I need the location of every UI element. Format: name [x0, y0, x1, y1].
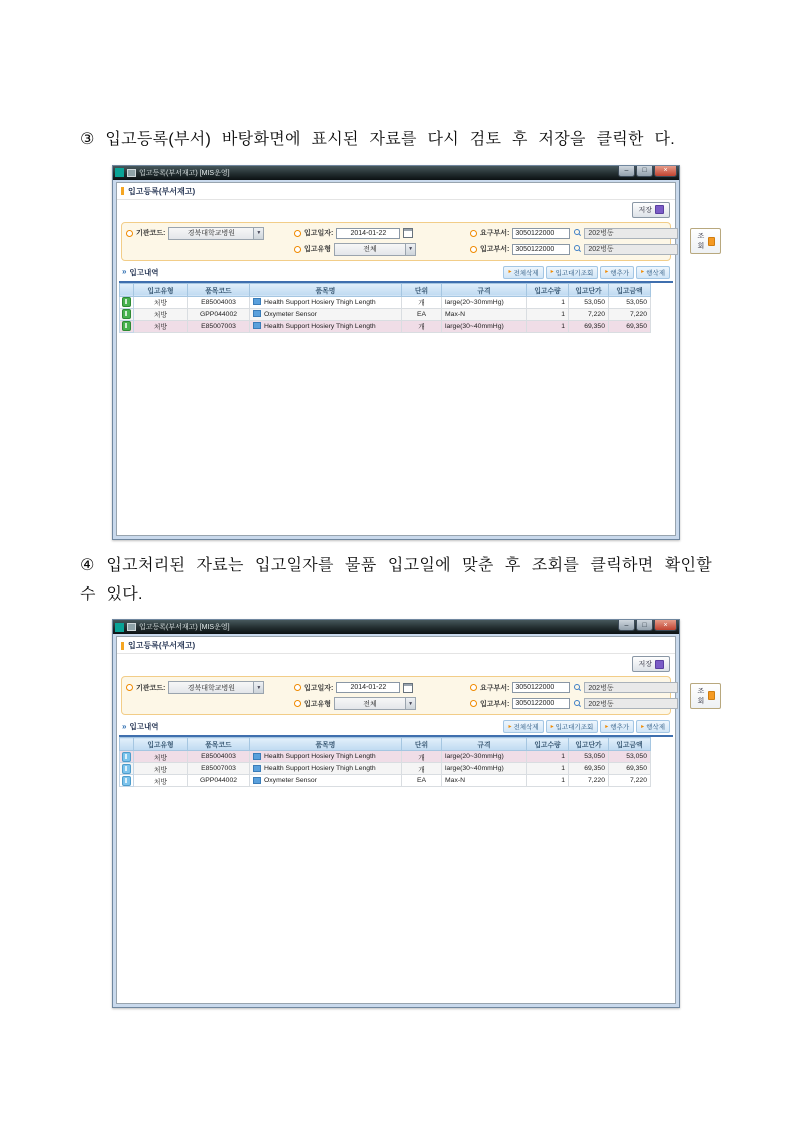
cell-item-name: Oxymeter Sensor — [250, 775, 402, 787]
col-receipt-type: 입고유형 — [134, 283, 188, 296]
org-code-field — [126, 227, 294, 240]
cell-spec: large(20~30mmHg) — [442, 751, 527, 763]
col-unit: 단위 — [402, 283, 442, 296]
delete-all-label: 전체삭제 — [513, 269, 539, 277]
chevron-down-icon[interactable]: ▼ — [253, 228, 263, 239]
receipt-dept-code-input[interactable]: 3050122000 — [512, 244, 570, 255]
cell-receipt-type: 처방 — [134, 751, 188, 763]
query-button-label: 조회 — [697, 233, 705, 251]
row-indicator — [120, 763, 134, 775]
bullet-arrow-icon: ▸ — [605, 269, 609, 276]
window-frame — [113, 634, 705, 1007]
request-dept-label: 요구부서: — [480, 230, 510, 238]
search-icon[interactable] — [573, 684, 581, 692]
cell-item-code: E85004003 — [188, 751, 250, 763]
window-icon — [127, 169, 136, 177]
row-status-icon — [122, 776, 131, 786]
required-bullet-icon — [470, 684, 477, 691]
minimize-button[interactable] — [618, 620, 635, 631]
window-title: 입고등록(부서재고) [MIS운영] — [139, 169, 230, 177]
col-item-name: 품목명 — [250, 283, 402, 296]
row-status-icon — [122, 321, 131, 331]
org-code-value: 경북대학교병원 — [187, 230, 236, 238]
required-bullet-icon — [126, 684, 133, 691]
toolbar — [117, 653, 675, 675]
search-form — [121, 676, 705, 715]
app-logo-icon — [115, 623, 124, 632]
receipt-grid — [119, 737, 651, 787]
section-header — [117, 183, 675, 199]
col-qty: 입고수량 — [527, 283, 569, 296]
cell-receipt-type: 처방 — [134, 296, 188, 308]
cell-qty: 1 — [527, 308, 569, 320]
section-marker — [121, 642, 124, 650]
receipt-type-field — [294, 243, 470, 256]
add-row-button[interactable] — [600, 720, 634, 733]
cell-unit: 개 — [402, 296, 442, 308]
query-icon — [708, 691, 715, 700]
save-icon — [655, 660, 664, 669]
item-file-icon — [253, 298, 261, 305]
window-controls — [618, 620, 677, 631]
cell-unit: 개 — [402, 751, 442, 763]
col-item-name: 품목명 — [250, 738, 402, 751]
grid-body — [120, 751, 651, 787]
request-dept-code-input[interactable]: 3050122000 — [512, 228, 570, 239]
receipt-grid — [119, 283, 651, 333]
receipt-type-label: 입고유형 — [304, 700, 332, 708]
detail-title: 입고내역 — [129, 722, 159, 732]
detail-section-header — [119, 718, 673, 737]
receipt-dept-code-input[interactable]: 3050122000 — [512, 698, 570, 709]
request-dept-label: 요구부서: — [480, 684, 510, 692]
delete-row-label: 행삭제 — [646, 269, 665, 277]
bullet-arrow-icon: ▸ — [641, 723, 645, 730]
query-button[interactable] — [690, 228, 721, 254]
grid-row[interactable] — [120, 296, 651, 308]
cell-receipt-type: 처방 — [134, 320, 188, 332]
grid-row[interactable] — [120, 763, 651, 775]
row-status-icon — [122, 752, 131, 762]
cell-spec: large(30~40mmHg) — [442, 320, 527, 332]
pending-receipt-query-label: 입고대기조회 — [555, 269, 594, 277]
request-dept-field — [470, 227, 678, 240]
toolbar — [117, 199, 675, 221]
window-icon — [127, 623, 136, 631]
cell-amount: 69,350 — [609, 763, 651, 775]
search-icon[interactable] — [573, 229, 581, 237]
cell-item-name: Health Support Hosiery Thigh Length — [250, 763, 402, 775]
required-bullet-icon — [294, 230, 301, 237]
cell-spec: Max-N — [442, 775, 527, 787]
save-button[interactable] — [632, 656, 670, 672]
search-form — [121, 222, 705, 261]
page-title: 입고등록(부서재고) — [128, 186, 196, 196]
query-button-label: 조회 — [697, 687, 705, 705]
search-icon[interactable] — [573, 700, 581, 708]
app-window — [112, 165, 705, 540]
row-status-icon — [122, 764, 131, 774]
step-4-text: ④ 입고처리된 자료는 입고일자를 물품 입고일에 맞춘 후 조회를 클릭하면 확인할 수 있다. — [80, 556, 712, 603]
cell-qty: 1 — [527, 296, 569, 308]
cell-unit: EA — [402, 308, 442, 320]
cell-item-code: E85004003 — [188, 296, 250, 308]
cell-item-name: Health Support Hosiery Thigh Length — [250, 296, 402, 308]
col-item-code: 품목코드 — [188, 283, 250, 296]
minimize-icon: – — [624, 167, 629, 175]
cell-item-code: E85007003 — [188, 763, 250, 775]
window-content — [116, 182, 705, 536]
pending-receipt-query-label: 입고대기조회 — [555, 724, 594, 732]
query-button[interactable] — [690, 683, 721, 709]
receipt-type-label: 입고유형 — [304, 246, 332, 254]
bullet-arrow-icon: ▸ — [605, 723, 609, 730]
receipt-dept-label: 입고부서: — [480, 700, 510, 708]
cell-qty: 1 — [527, 763, 569, 775]
receipt-type-select[interactable] — [334, 697, 416, 710]
item-file-icon — [253, 753, 261, 760]
save-button-label: 저장 — [638, 661, 652, 669]
cell-qty: 1 — [527, 751, 569, 763]
app-window — [112, 619, 705, 1008]
cell-receipt-type: 처방 — [134, 308, 188, 320]
required-bullet-icon — [294, 700, 301, 707]
request-dept-field — [470, 681, 678, 694]
row-indicator — [120, 320, 134, 332]
required-bullet-icon — [470, 700, 477, 707]
page-title: 입고등록(부서재고) — [128, 641, 196, 651]
row-indicator-column — [120, 738, 134, 751]
delete-all-button[interactable] — [503, 266, 543, 279]
cell-unit-price: 7,220 — [569, 775, 609, 787]
minimize-icon: – — [624, 621, 629, 629]
cell-unit-price: 7,220 — [569, 308, 609, 320]
detail-title: 입고내역 — [129, 267, 159, 277]
item-file-icon — [253, 777, 261, 784]
close-button[interactable] — [654, 166, 677, 177]
grid-row[interactable] — [120, 308, 651, 320]
cell-spec: Max-N — [442, 308, 527, 320]
cell-item-code: GPP044002 — [188, 775, 250, 787]
cell-spec: large(20~30mmHg) — [442, 296, 527, 308]
request-dept-name: 202병동 — [584, 682, 678, 693]
close-icon: × — [663, 167, 668, 175]
grid-row[interactable] — [120, 751, 651, 763]
grid-toolbar — [503, 266, 670, 279]
step-3-text: ③ 입고등록(부서) 바탕화면에 표시된 자료를 다시 검토 후 저장을 클릭한 다. — [80, 131, 676, 148]
cell-item-code: GPP044002 — [188, 308, 250, 320]
receipt-dept-field — [470, 697, 678, 710]
calendar-icon[interactable] — [403, 683, 413, 693]
col-qty: 입고수량 — [527, 738, 569, 751]
window-titlebar — [113, 166, 679, 180]
row-status-icon — [122, 309, 131, 319]
cell-unit-price: 53,050 — [569, 751, 609, 763]
grid-body — [120, 296, 651, 332]
search-icon[interactable] — [573, 245, 581, 253]
calendar-icon[interactable] — [403, 228, 413, 238]
row-indicator — [120, 308, 134, 320]
required-bullet-icon — [470, 230, 477, 237]
row-indicator — [120, 296, 134, 308]
add-row-label: 행추가 — [610, 724, 630, 732]
required-bullet-icon — [294, 684, 301, 691]
request-dept-code-input[interactable]: 3050122000 — [512, 682, 570, 693]
window-title: 입고등록(부서재고) [MIS운영] — [139, 624, 230, 632]
delete-row-label: 행삭제 — [646, 724, 665, 732]
required-bullet-icon — [470, 246, 477, 253]
cell-qty: 1 — [527, 320, 569, 332]
receipt-type-value: 전체 — [363, 700, 377, 708]
org-code-select[interactable] — [168, 227, 264, 240]
maximize-button[interactable] — [636, 620, 653, 631]
detail-section-header — [119, 264, 673, 283]
receipt-date-field — [294, 681, 470, 694]
grid-toolbar — [503, 720, 670, 733]
cell-amount: 7,220 — [609, 775, 651, 787]
col-unit-price: 입고단가 — [569, 738, 609, 751]
cell-amount: 53,050 — [609, 296, 651, 308]
chevron-down-icon[interactable]: ▼ — [405, 244, 415, 255]
receipt-dept-label: 입고부서: — [480, 246, 510, 254]
window-content — [116, 636, 705, 1004]
receipt-date-label: 입고일자: — [304, 230, 334, 238]
save-button[interactable] — [632, 202, 670, 218]
query-icon — [708, 237, 715, 246]
add-row-label: 행추가 — [610, 269, 630, 277]
cell-item-code: E85007003 — [188, 320, 250, 332]
bullet-arrow-icon: ▸ — [508, 269, 512, 276]
maximize-icon: □ — [642, 167, 647, 175]
cell-unit-price: 53,050 — [569, 296, 609, 308]
col-amount: 입고금액 — [609, 738, 651, 751]
grid-header-row — [120, 738, 651, 751]
receipt-date-field — [294, 227, 470, 240]
required-bullet-icon — [126, 230, 133, 237]
col-spec: 규격 — [442, 738, 527, 751]
org-code-label: 기관코드: — [136, 230, 166, 238]
delete-row-button[interactable] — [636, 720, 670, 733]
receipt-dept-name: 202병동 — [584, 698, 678, 709]
cell-item-name: Health Support Hosiery Thigh Length — [250, 320, 402, 332]
row-indicator-column — [120, 283, 134, 296]
cell-unit: EA — [402, 775, 442, 787]
required-bullet-icon — [294, 246, 301, 253]
receipt-date-input[interactable]: 2014-01-22 — [336, 682, 400, 693]
receipt-type-value: 전체 — [363, 246, 377, 254]
chevron-right-icon: » — [122, 267, 127, 277]
chevron-down-icon[interactable]: ▼ — [253, 682, 263, 693]
col-unit: 단위 — [402, 738, 442, 751]
col-spec: 규격 — [442, 283, 527, 296]
row-status-icon — [122, 297, 131, 307]
save-icon — [655, 205, 664, 214]
minimize-button[interactable] — [618, 166, 635, 177]
cell-spec: large(30~40mmHg) — [442, 763, 527, 775]
col-unit-price: 입고단가 — [569, 283, 609, 296]
item-file-icon — [253, 765, 261, 772]
save-button-label: 저장 — [638, 206, 652, 214]
window-titlebar — [113, 620, 679, 634]
bullet-arrow-icon: ▸ — [550, 269, 554, 276]
receipt-dept-field — [470, 243, 678, 256]
receipt-type-select[interactable] — [334, 243, 416, 256]
close-icon: × — [663, 621, 668, 629]
section-marker — [121, 187, 124, 195]
row-indicator — [120, 775, 134, 787]
org-code-field — [126, 681, 294, 694]
maximize-button[interactable] — [636, 166, 653, 177]
cell-qty: 1 — [527, 775, 569, 787]
item-file-icon — [253, 310, 261, 317]
cell-amount: 69,350 — [609, 320, 651, 332]
chevron-down-icon[interactable]: ▼ — [405, 698, 415, 709]
col-item-code: 품목코드 — [188, 738, 250, 751]
bullet-arrow-icon: ▸ — [550, 723, 554, 730]
cell-unit-price: 69,350 — [569, 763, 609, 775]
cell-item-name: Oxymeter Sensor — [250, 308, 402, 320]
request-dept-name: 202병동 — [584, 228, 678, 239]
window-controls — [618, 166, 677, 177]
grid-header-row — [120, 283, 651, 296]
receipt-dept-name: 202병동 — [584, 244, 678, 255]
screenshot-window-2 — [112, 619, 705, 1008]
item-file-icon — [253, 322, 261, 329]
cell-amount: 53,050 — [609, 751, 651, 763]
cell-receipt-type: 처방 — [134, 763, 188, 775]
delete-all-button[interactable] — [503, 720, 543, 733]
cell-receipt-type: 처방 — [134, 775, 188, 787]
maximize-icon: □ — [642, 621, 647, 629]
close-button[interactable] — [654, 620, 677, 631]
pending-receipt-query-button[interactable] — [546, 720, 599, 733]
section-header — [117, 637, 675, 653]
cell-unit: 개 — [402, 763, 442, 775]
delete-row-button[interactable] — [636, 266, 670, 279]
grid-row[interactable] — [120, 775, 651, 787]
org-code-select[interactable] — [168, 681, 264, 694]
row-indicator — [120, 751, 134, 763]
org-code-value: 경북대학교병원 — [187, 684, 236, 692]
bullet-arrow-icon: ▸ — [641, 269, 645, 276]
receipt-date-label: 입고일자: — [304, 684, 334, 692]
window-frame — [113, 180, 705, 539]
add-row-button[interactable] — [600, 266, 634, 279]
cell-unit-price: 69,350 — [569, 320, 609, 332]
receipt-type-field — [294, 697, 470, 710]
screenshot-window-1 — [112, 165, 705, 540]
grid-row[interactable] — [120, 320, 651, 332]
org-code-label: 기관코드: — [136, 684, 166, 692]
app-logo-icon — [115, 168, 124, 177]
cell-item-name: Health Support Hosiery Thigh Length — [250, 751, 402, 763]
receipt-date-input[interactable]: 2014-01-22 — [336, 228, 400, 239]
pending-receipt-query-button[interactable] — [546, 266, 599, 279]
delete-all-label: 전체삭제 — [513, 724, 539, 732]
col-amount: 입고금액 — [609, 283, 651, 296]
col-receipt-type: 입고유형 — [134, 738, 188, 751]
bullet-arrow-icon: ▸ — [508, 723, 512, 730]
cell-amount: 7,220 — [609, 308, 651, 320]
cell-unit: 개 — [402, 320, 442, 332]
chevron-right-icon: » — [122, 721, 127, 731]
